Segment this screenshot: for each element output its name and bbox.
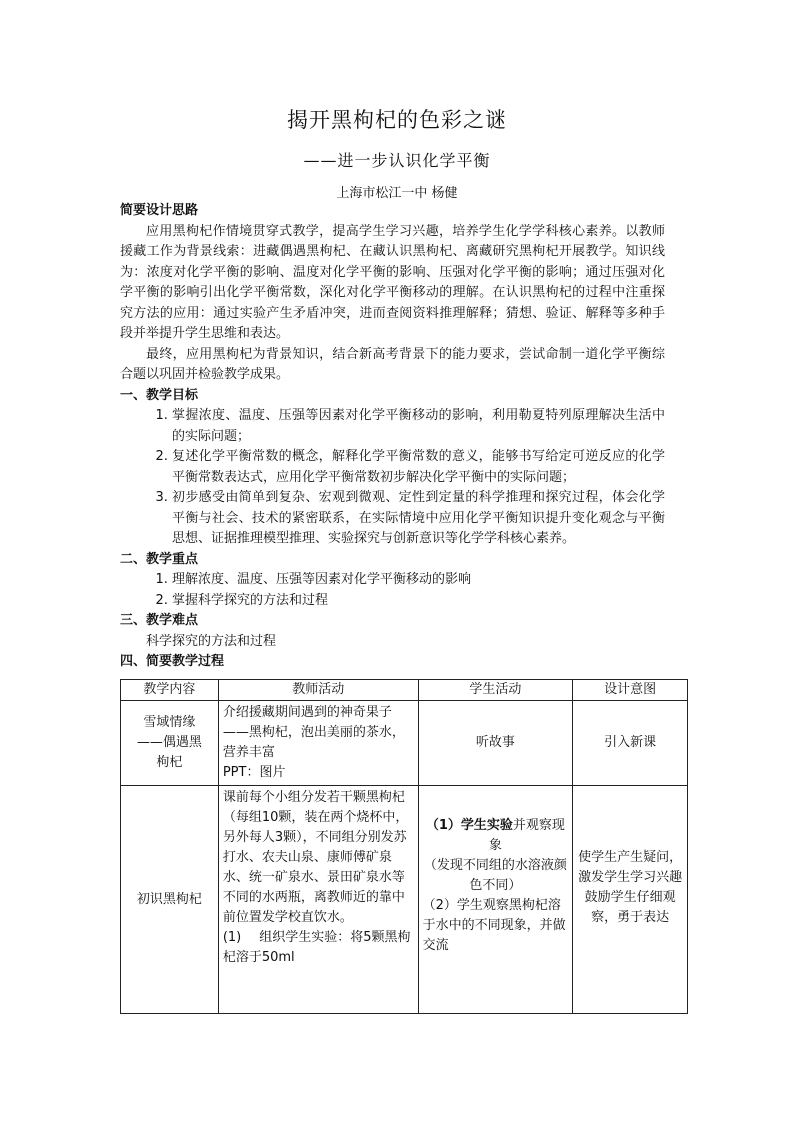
table-header-row	[121, 680, 688, 701]
table-row	[121, 786, 688, 1014]
row2-content: 初识黑枸杞	[121, 786, 219, 1014]
row2-teacher-step-text: 组织学生实验：将5颗黑枸杞溶于50ml	[222, 930, 411, 965]
row1-teacher	[218, 701, 418, 786]
row2-student-observe: （发现不同组的水溶液颜色不同）	[423, 858, 567, 893]
row2-student-exchange: （2）学生观察黑枸杞溶于水中的不同现象，并做交流	[422, 898, 566, 953]
difficulty-text: 科学探究的方法和过程	[146, 633, 277, 649]
row2-teacher	[218, 786, 418, 1014]
design-heading: 简要设计思路	[120, 203, 199, 218]
key-item-1: 1. 理解浓度、温度、压强等因素对化学平衡移动的影响	[172, 570, 665, 591]
row2-student-exp	[423, 816, 569, 856]
row2-teacher-step	[223, 928, 412, 968]
design-paragraph-2: 最终，应用黑枸杞为背景知识，结合新高考背景下的能力要求，尝试命制一道化学平衡综合题以巩固并检验教学成果。	[120, 346, 665, 382]
table-header-student: 学生活动	[418, 680, 573, 701]
document-body	[120, 201, 665, 673]
row2-intent-b: 鼓励学生仔细观察，勇于表达	[584, 890, 676, 925]
key-heading: 二、教学重点	[120, 551, 199, 567]
row2-student-exp-rest: 并观察现象	[488, 818, 565, 853]
table-header-content: 教学内容	[121, 680, 219, 701]
table-header-intent: 设计意图	[573, 680, 688, 701]
row1-content: 雪域情缘——偶遇黑枸杞	[121, 701, 219, 786]
row2-teacher-step-number: (1)	[222, 930, 242, 945]
row1-teacher-ppt: PPT：图片	[222, 765, 286, 780]
table-row	[121, 701, 688, 786]
row2-intent-a: 使学生产生疑问，激发学生学习兴趣	[578, 850, 683, 885]
table-header-teacher: 教师活动	[218, 680, 418, 701]
goal-item-2: 2. 复述化学平衡常数的概念，解释化学平衡常数的意义，能够书写给定可逆反应的化学平衡常数表达式，应用化学平衡常数初步解决化学平衡中的实际问题；	[172, 447, 665, 488]
row1-teacher-text: 介绍援藏期间遇到的神奇果子——黑枸杞，泡出美丽的茶水，营养丰富	[222, 705, 405, 760]
goals-list	[120, 406, 665, 550]
goal-item-3: 3. 初步感受由简单到复杂、宏观到微观、定性到定量的科学推理和探究过程，体会化学平衡与社会、技术的紧密联系，在实际情境中应用化学平衡知识提升变化观念与平衡思想、证据推理模型推理、实验探究与创新意识等化学学科核心素养。	[172, 488, 665, 550]
row2-student	[418, 786, 573, 1014]
key-list	[120, 570, 665, 611]
document-title: 揭开黑枸杞的色彩之谜	[287, 108, 507, 132]
goal-item-1: 1. 掌握浓度、温度、压强等因素对化学平衡移动的影响，利用勒夏特列原理解决生活中的实际问题；	[172, 406, 665, 447]
document-author: 上海市松江一中 杨健	[336, 186, 458, 201]
row2-student-exp-bold: （1）学生实验	[425, 818, 513, 833]
difficulty-heading: 三、教学难点	[120, 613, 199, 628]
row1-intent: 引入新课	[573, 701, 688, 786]
key-item-2: 2. 掌握科学探究的方法和过程	[172, 591, 665, 612]
document-subtitle: ——进一步认识化学平衡	[303, 151, 491, 170]
row2-teacher-text: 课前每个小组分发若干颗黑枸杞（每组10颗，装在两个烧杯中，另外每人3颗），不同组分别发苏打水、农夫山泉、康师傅矿泉水、统一矿泉水、景田矿泉水等不同的水两瓶，离教师近的靠中前位置发学校直饮水。	[222, 790, 409, 925]
process-heading: 四、简要教学过程	[120, 654, 225, 669]
design-paragraph-1: 应用黑枸杞作情境贯穿式教学，提高学生学习兴趣，培养学生化学学科核心素养。以教师援藏工作为背景线索：进藏偶遇黑枸杞、在藏认识黑枸杞、离藏研究黑枸杞开展教学。知识线为：浓度对化学平衡的影响、温度对化学平衡的影响、压强对化学平衡的影响；通过压强对化学平衡的影响引出化学平衡常数，深化对化学平衡移动的理解。在认识黑枸杞的过程中注重探究方法的应用：通过实验产生矛盾冲突，进而查阅资料推理解释；猜想、验证、解释等多种手段并举提升学生思维和表达。	[120, 223, 665, 341]
row2-intent	[573, 786, 688, 1014]
goals-heading: 一、教学目标	[120, 387, 199, 403]
process-table	[120, 679, 688, 1014]
row1-student: 听故事	[418, 701, 573, 786]
